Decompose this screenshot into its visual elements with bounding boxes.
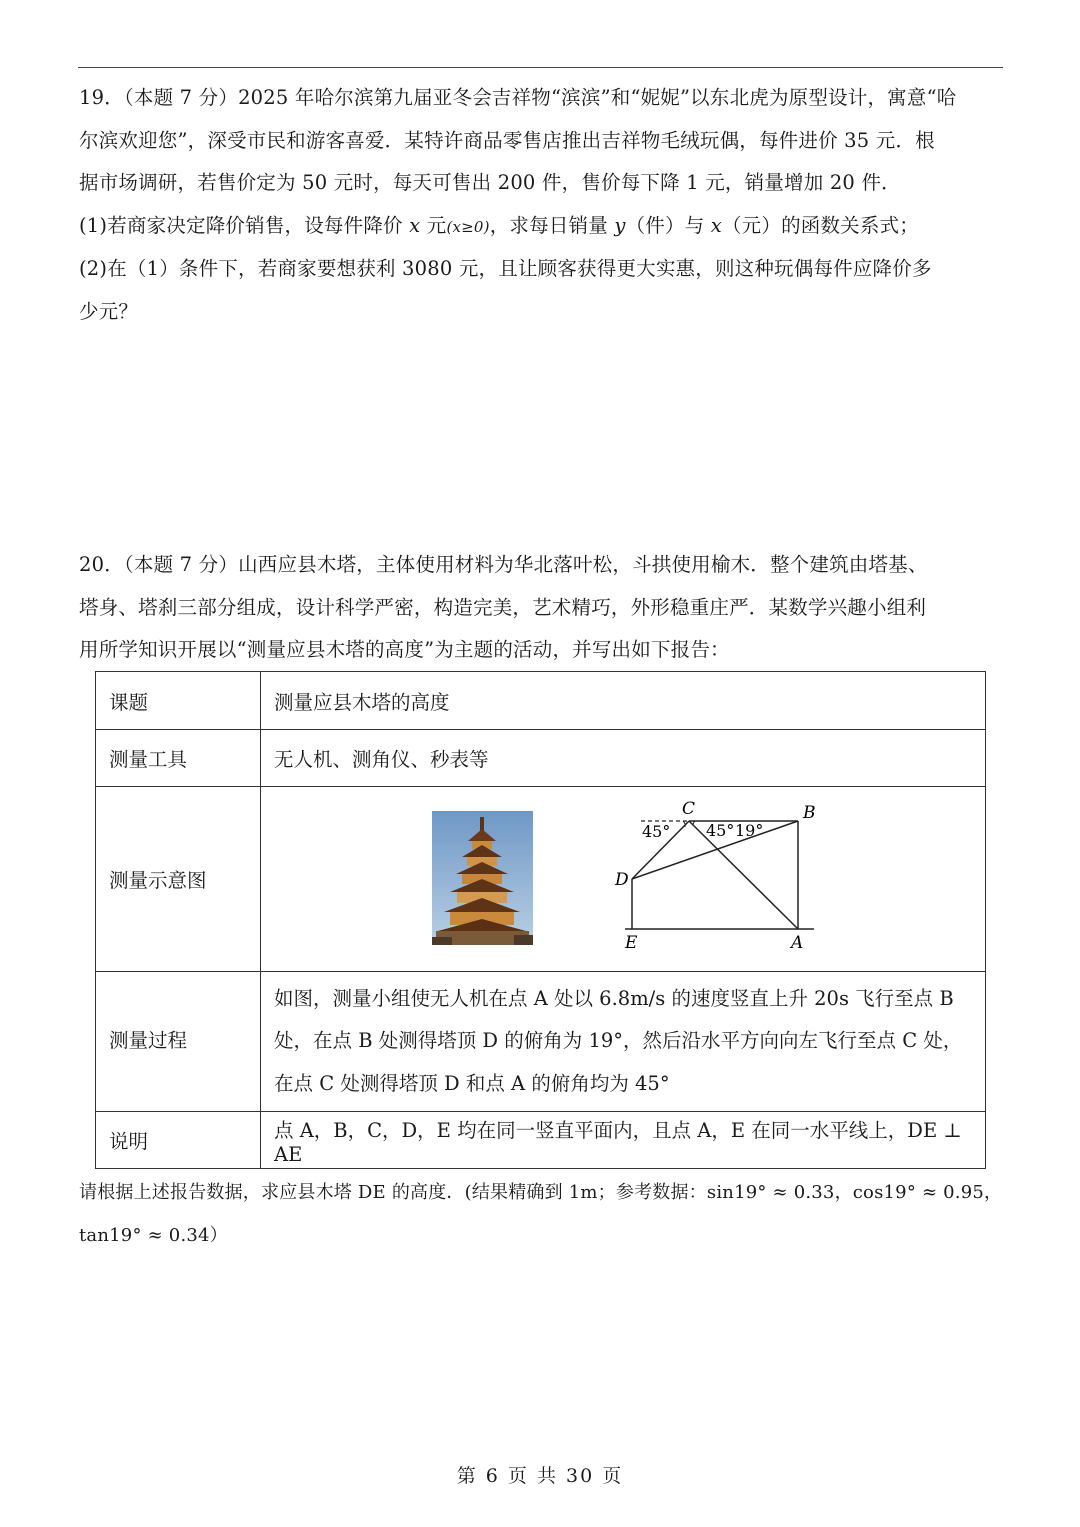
report-row-topic: [96, 672, 986, 730]
process-line-2: 处，在点 B 处测得塔顶 D 的俯角为 19°，然后沿水平方向向左飞行至点 C 处，: [274, 1029, 963, 1053]
note-value: 点 A，B，C，D，E 均在同一竖直平面内，且点 A，E 在同一水平线上，DE ⊥ AE: [261, 1112, 986, 1169]
label-point-d: D: [615, 870, 629, 890]
diagram-label: 测量示意图: [96, 787, 261, 972]
topic-label: 课题: [96, 672, 261, 730]
label-point-a: A: [791, 933, 804, 951]
diagram-cell: [261, 787, 986, 972]
report-table: [95, 671, 986, 1169]
ask-line-2: tan19° ≈ 0.34）: [79, 1224, 228, 1246]
process-label: 测量过程: [96, 972, 261, 1112]
question-20: [79, 544, 1009, 672]
label-point-e: E: [625, 933, 638, 951]
process-value: [261, 972, 986, 1112]
label-angle-c-left: 45°: [642, 822, 671, 841]
topic-value: 测量应县木塔的高度: [261, 672, 986, 730]
process-line-1: 如图，测量小组使无人机在点 A 处以 6.8m/s 的速度竖直上升 20s 飞行至点 B: [274, 986, 954, 1010]
process-line-3: 在点 C 处测得塔顶 D 和点 A 的俯角均为 45°: [274, 1071, 670, 1095]
tools-value: 无人机、测角仪、秒表等: [261, 730, 986, 787]
note-label: 说明: [96, 1112, 261, 1169]
pagoda-photo: [432, 811, 533, 945]
tools-label: 测量工具: [96, 730, 261, 787]
top-divider: [78, 67, 1003, 68]
label-point-b: B: [803, 803, 816, 823]
label-angle-c-right: 45°: [706, 821, 735, 840]
label-point-c: C: [682, 801, 696, 819]
q19-sub-2-line-2: 少元？: [79, 299, 139, 323]
ask-line-1: 请根据上述报告数据，求应县木塔 DE 的高度．(结果精确到 1m；参考数据：sin19° ≈ 0.33，cos19° ≈ 0.95，: [79, 1182, 1003, 1203]
q19-line-1: 19．（本题 7 分）2025 年哈尔滨第九届亚冬会吉祥物“滨滨”和“妮妮”以东北虎为原型设计，寓意“哈: [79, 86, 957, 109]
q19-line-3: 据市场调研，若售价定为 50 元时，每天可售出 200 件，售价每下降 1 元，销量增加 20 件．: [79, 171, 901, 194]
q20-line-1: 20．（本题 7 分）山西应县木塔，主体使用材料为华北落叶松，斗拱使用榆木．整个建筑由塔基、: [79, 553, 928, 576]
report-row-process: [96, 972, 986, 1112]
geometry-diagram: [611, 801, 831, 951]
question-19: [79, 77, 1009, 333]
q19-line-2: 尔滨欢迎您”，深受市民和游客喜爱．某特许商品零售店推出吉祥物毛绒玩偶，每件进价 35 元．根: [79, 128, 935, 152]
report-row-note: [96, 1112, 986, 1169]
q19-sub-1: (1)若商家决定降价销售，设每件降价 x 元(x≥0)，求每日销量 y（件）与 x（元）的函数关系式；: [79, 213, 919, 237]
label-angle-b: 19°: [735, 821, 764, 840]
page-footer: 第 6 页 共 30 页: [456, 1465, 624, 1487]
q20-line-2: 塔身、塔刹三部分组成，设计科学严密，构造完美，艺术精巧，外形稳重庄严．某数学兴趣小组利: [79, 595, 927, 619]
q20-line-3: 用所学知识开展以“测量应县木塔的高度”为主题的活动，并写出如下报告：: [79, 638, 730, 661]
question-20-ask: [79, 1172, 1009, 1257]
report-row-diagram: [96, 787, 986, 972]
report-row-tools: [96, 730, 986, 787]
q19-sub-2-line-1: (2)在（1）条件下，若商家要想获利 3080 元，且让顾客获得更大实惠，则这种玩偶每件应降价多: [79, 257, 932, 280]
